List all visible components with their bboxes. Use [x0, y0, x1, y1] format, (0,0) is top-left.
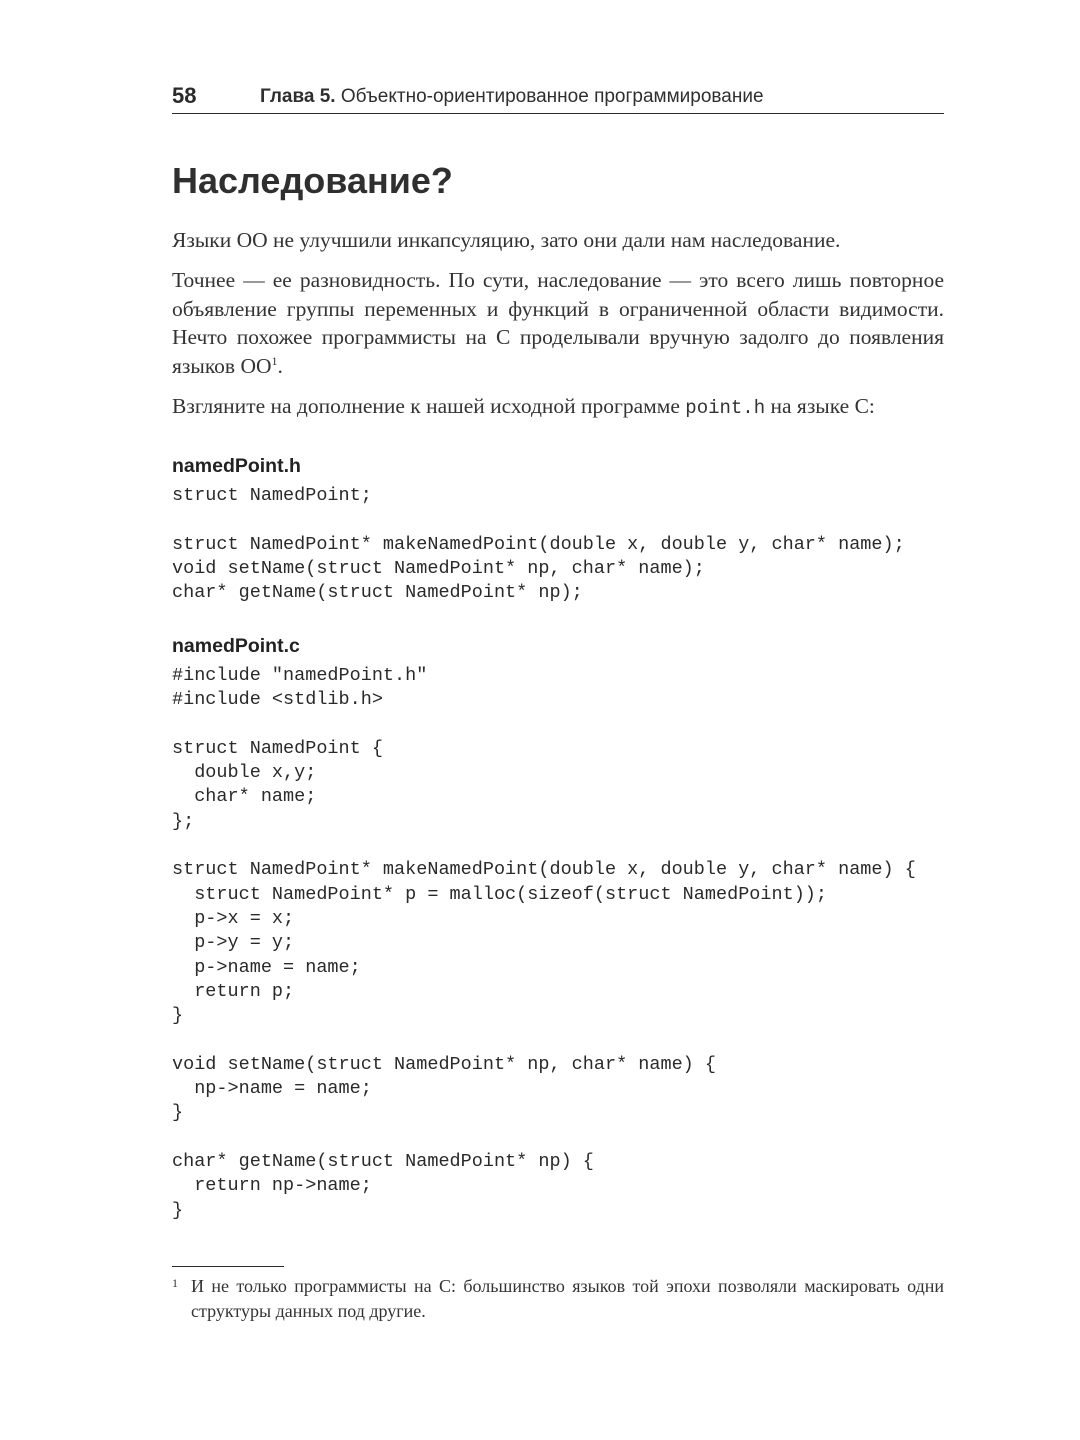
footnote-text: И не только программисты на C: большинство языков той эпохи позволяли маскировать одни структуры данных под другие. — [191, 1276, 944, 1321]
code-file-heading: namedPoint.c — [172, 635, 300, 657]
footnote-reference[interactable]: 1 — [271, 353, 278, 368]
paragraph: Языки ОО не улучшили инкапсуляцию, зато они дали нам наследование. — [172, 228, 841, 252]
book-page — [172, 0, 944, 1440]
paragraph: Точнее — ее разновидность. По сути, наследование — это всего лишь повторное объявление группы переменных и функций в ограниченной области видимости. Нечто похожее программисты на C проделывали вручную задолго до появления языков $ОО^1$. — [172, 268, 944, 378]
footnote-marker: 1 — [172, 1276, 178, 1290]
code-listing: #include "namedPoint.h" #include <stdlib.h> struct NamedPoint { double x,y; char* name; }; struct NamedPoint* makeNamedPoint(double x, double y, char* name) { struct NamedPoint* p = malloc(sizeof(struct NamedPoint)); p->x = x; p->y = y; p->name = name; return p; } void setName(struct NamedPoint* np, char* name) { np->name = name; } char* getName(struct NamedPoint* np) { return np->name; } — [172, 665, 916, 1221]
footnote — [172, 1274, 944, 1323]
section-title: Наследование? — [172, 160, 453, 201]
paragraph-text: на языке C: — [770, 394, 875, 418]
running-head — [172, 82, 944, 114]
paragraph-text: Взгляните на дополнение к нашей исходной программе — [172, 394, 680, 418]
code-listing: struct NamedPoint; struct NamedPoint* makeNamedPoint(double x, double y, char* name); void setName(struct NamedPoint* np, char* name); char* getName(struct NamedPoint* np); — [172, 485, 905, 604]
page-number: 58 — [172, 83, 197, 108]
paragraph — [172, 392, 944, 423]
chapter-title — [260, 83, 764, 111]
chapter-name: Объектно-ориентированное программирование — [340, 86, 764, 107]
chapter-label: Глава 5. — [260, 86, 336, 107]
footnote-divider — [172, 1266, 284, 1267]
inline-code: point.h — [685, 397, 766, 419]
code-file-heading: namedPoint.h — [172, 455, 301, 477]
paragraph-text: Точнее — ее разновидность. По сути, наследование — это всего лишь повторное объявление группы переменных и функций в ограниченной области видимости. Нечто похожее программисты на C проделывали вручную задолго до появления языков ОО — [172, 268, 944, 378]
